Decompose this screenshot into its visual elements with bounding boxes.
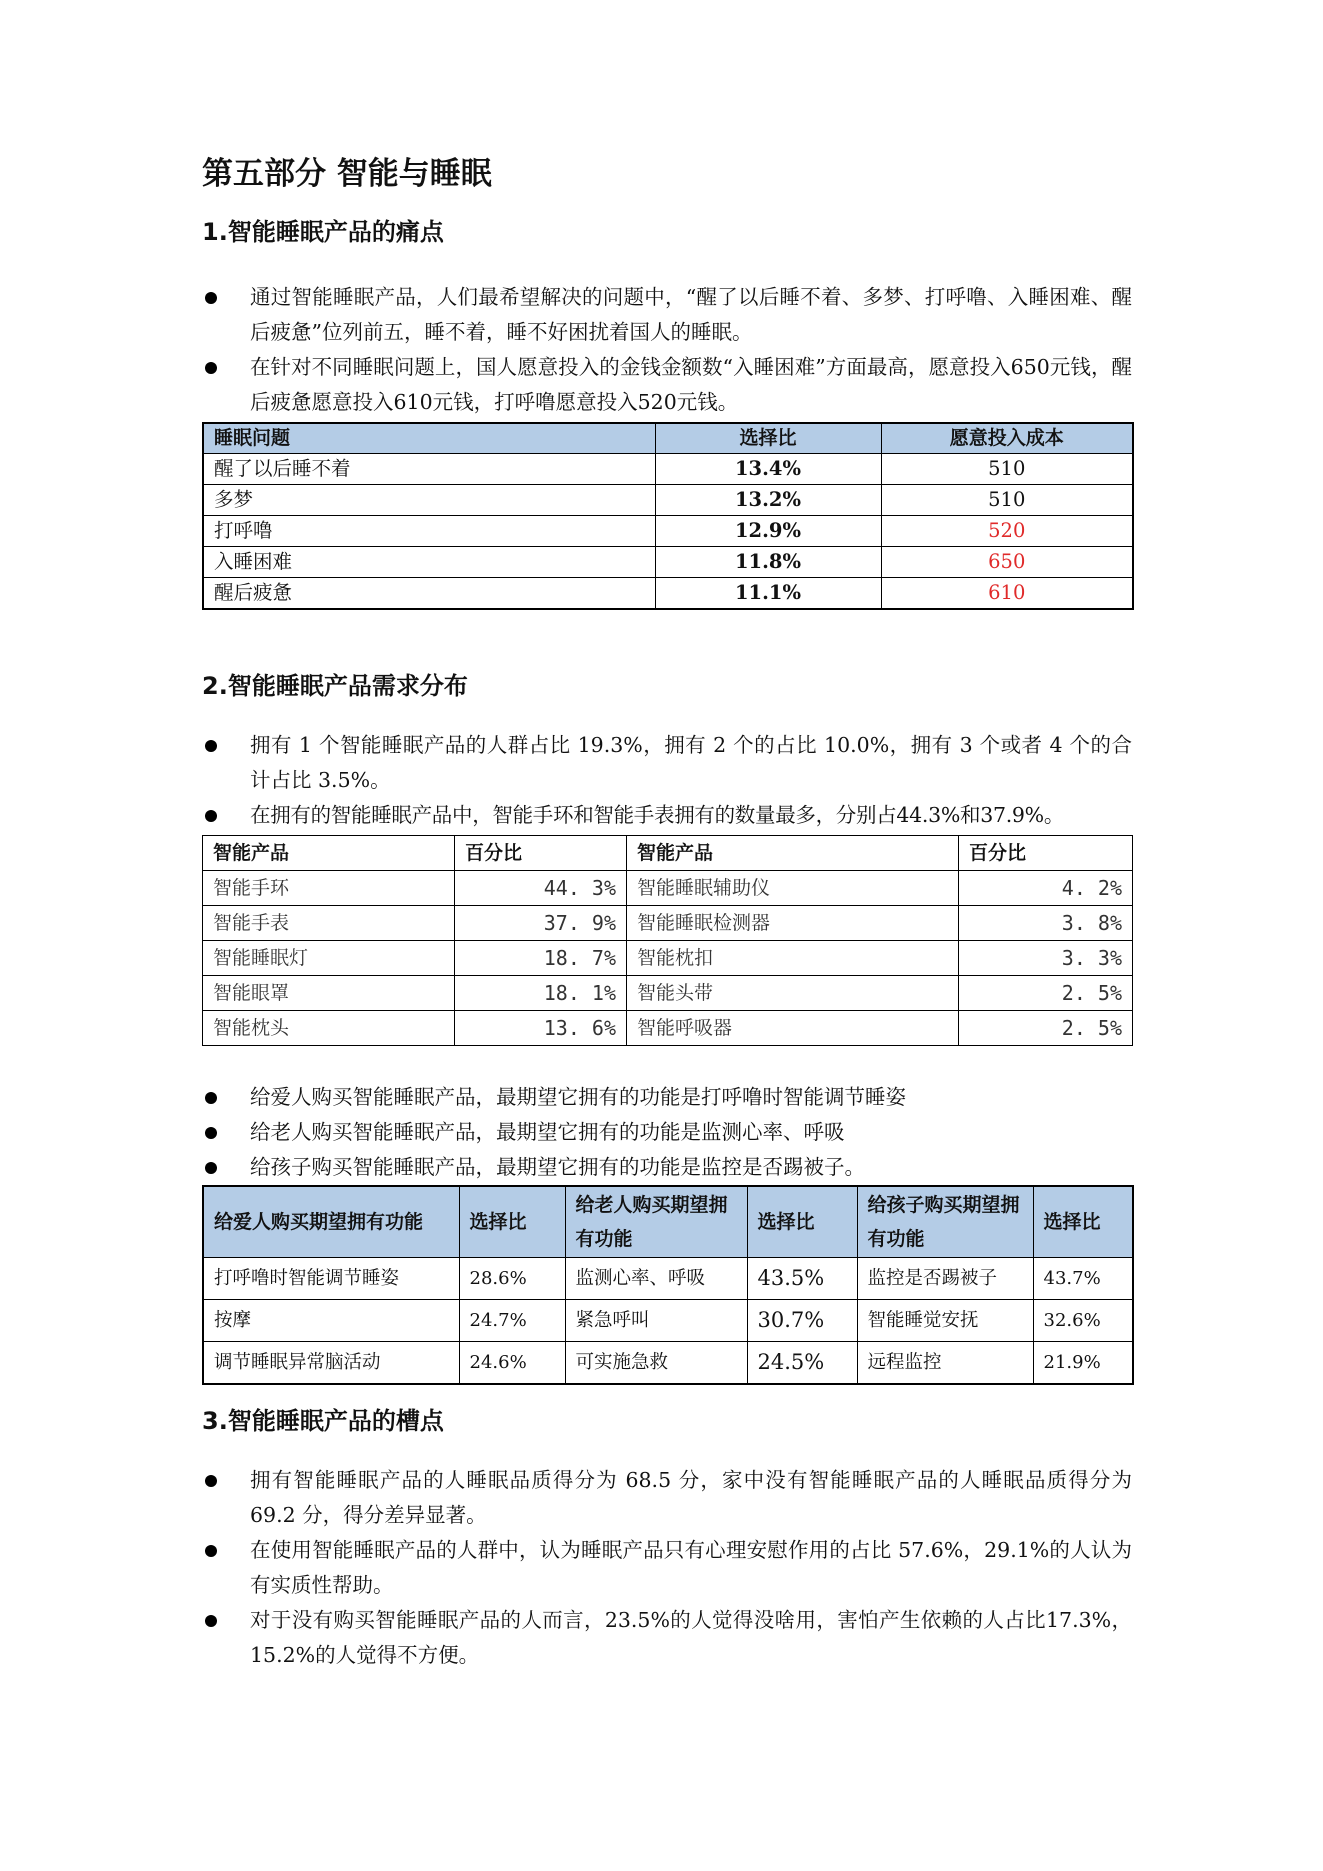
product-name-cell: 智能睡眠检测器	[627, 906, 959, 941]
selection-ratio-cell: 30.7%	[747, 1300, 857, 1342]
sleep-problem-table	[202, 422, 1134, 610]
table-row	[203, 1300, 1133, 1342]
investment-cost-cell: 510	[881, 454, 1133, 485]
sleep-problem-cell: 入睡困难	[203, 547, 655, 578]
selection-ratio-cell: 21.9%	[1033, 1342, 1133, 1385]
table-header-row	[203, 423, 1133, 454]
smart-product-table	[202, 835, 1133, 1046]
percentage-cell: 18. 7%	[455, 941, 627, 976]
table-header-row	[203, 836, 1133, 871]
product-name-cell: 智能枕头	[203, 1011, 455, 1046]
table-row	[203, 941, 1133, 976]
list-item: 在拥有的智能睡眠产品中，智能手环和智能手表拥有的数量最多，分别占44.3%和37.9%。	[202, 798, 1132, 833]
sleep-problem-cell: 打呼噜	[203, 516, 655, 547]
column-header: 选择比	[1033, 1186, 1133, 1258]
table-row	[203, 547, 1133, 578]
percentage-cell: 2. 5%	[959, 1011, 1133, 1046]
product-name-cell: 智能枕扣	[627, 941, 959, 976]
selection-ratio-cell: 13.4%	[655, 454, 881, 485]
function-name-cell: 监测心率、呼吸	[565, 1258, 747, 1300]
investment-cost-cell: 520	[881, 516, 1133, 547]
column-header: 愿意投入成本	[881, 423, 1133, 454]
table-header-row	[203, 1186, 1133, 1258]
selection-ratio-cell: 32.6%	[1033, 1300, 1133, 1342]
column-header: 百分比	[455, 836, 627, 871]
table-row	[203, 906, 1133, 941]
section3-heading: 3.智能睡眠产品的槽点	[202, 1407, 444, 1435]
table-row	[203, 454, 1133, 485]
selection-ratio-cell: 12.9%	[655, 516, 881, 547]
table-row	[203, 871, 1133, 906]
percentage-cell: 4. 2%	[959, 871, 1133, 906]
table-row	[203, 516, 1133, 547]
percentage-cell: 18. 1%	[455, 976, 627, 1011]
percentage-cell: 13. 6%	[455, 1011, 627, 1046]
column-header: 选择比	[459, 1186, 565, 1258]
selection-ratio-cell: 11.8%	[655, 547, 881, 578]
selection-ratio-cell: 24.7%	[459, 1300, 565, 1342]
function-name-cell: 紧急呼叫	[565, 1300, 747, 1342]
table-row	[203, 578, 1133, 610]
percentage-cell: 3. 8%	[959, 906, 1133, 941]
percentage-cell: 3. 3%	[959, 941, 1133, 976]
table-row	[203, 1011, 1133, 1046]
list-item: 在使用智能睡眠产品的人群中，认为睡眠产品只有心理安慰作用的占比 57.6%，29.1%的人认为有实质性帮助。	[202, 1533, 1132, 1603]
list-item: 拥有智能睡眠产品的人睡眠品质得分为 68.5 分，家中没有智能睡眠产品的人睡眠品质得分为 69.2 分，得分差异显著。	[202, 1463, 1132, 1533]
function-name-cell: 监控是否踢被子	[857, 1258, 1033, 1300]
table-row	[203, 1342, 1133, 1385]
percentage-cell: 37. 9%	[455, 906, 627, 941]
section3-bullet-list	[202, 1463, 1132, 1673]
list-item: 在针对不同睡眠问题上，国人愿意投入的金钱金额数“入睡困难”方面最高，愿意投入650元钱，醒后疲惫愿意投入610元钱，打呼噜愿意投入520元钱。	[202, 350, 1132, 420]
column-header: 百分比	[959, 836, 1133, 871]
section1-bullet-list	[202, 280, 1132, 420]
section2-bullet-list	[202, 728, 1132, 833]
expected-function-table	[202, 1185, 1134, 1385]
selection-ratio-cell: 43.7%	[1033, 1258, 1133, 1300]
product-name-cell: 智能呼吸器	[627, 1011, 959, 1046]
list-item: 给孩子购买智能睡眠产品，最期望它拥有的功能是监控是否踢被子。	[202, 1150, 1132, 1185]
product-name-cell: 智能头带	[627, 976, 959, 1011]
product-name-cell: 智能睡眠灯	[203, 941, 455, 976]
list-item: 给爱人购买智能睡眠产品，最期望它拥有的功能是打呼噜时智能调节睡姿	[202, 1080, 1132, 1115]
column-header: 给老人购买期望拥有功能	[565, 1186, 747, 1258]
product-name-cell: 智能手表	[203, 906, 455, 941]
list-item: 拥有 1 个智能睡眠产品的人群占比 19.3%，拥有 2 个的占比 10.0%，拥有 3 个或者 4 个的合计占比 3.5%。	[202, 728, 1132, 798]
investment-cost-cell: 510	[881, 485, 1133, 516]
column-header: 智能产品	[203, 836, 455, 871]
percentage-cell: 2. 5%	[959, 976, 1133, 1011]
list-item: 给老人购买智能睡眠产品，最期望它拥有的功能是监测心率、呼吸	[202, 1115, 1132, 1150]
table-row	[203, 976, 1133, 1011]
column-header: 给孩子购买期望拥有功能	[857, 1186, 1033, 1258]
section2-heading: 2.智能睡眠产品需求分布	[202, 672, 468, 700]
list-item: 对于没有购买智能睡眠产品的人而言，23.5%的人觉得没啥用，害怕产生依赖的人占比17.3%，15.2%的人觉得不方便。	[202, 1603, 1132, 1673]
function-name-cell: 智能睡觉安抚	[857, 1300, 1033, 1342]
section1-heading: 1.智能睡眠产品的痛点	[202, 218, 444, 246]
column-header: 给爱人购买期望拥有功能	[203, 1186, 459, 1258]
selection-ratio-cell: 24.5%	[747, 1342, 857, 1385]
function-name-cell: 打呼噜时智能调节睡姿	[203, 1258, 459, 1300]
sleep-problem-cell: 多梦	[203, 485, 655, 516]
function-name-cell: 按摩	[203, 1300, 459, 1342]
sleep-problem-cell: 醒后疲惫	[203, 578, 655, 610]
percentage-cell: 44. 3%	[455, 871, 627, 906]
product-name-cell: 智能眼罩	[203, 976, 455, 1011]
selection-ratio-cell: 11.1%	[655, 578, 881, 610]
column-header: 选择比	[655, 423, 881, 454]
table-row	[203, 1258, 1133, 1300]
table-row	[203, 485, 1133, 516]
section2-bullet-list-2	[202, 1080, 1132, 1185]
product-name-cell: 智能睡眠辅助仪	[627, 871, 959, 906]
document-content	[202, 150, 1132, 1673]
list-item: 通过智能睡眠产品，人们最希望解决的问题中，“醒了以后睡不着、多梦、打呼噜、入睡困难、醒后疲惫”位列前五，睡不着，睡不好困扰着国人的睡眠。	[202, 280, 1132, 350]
selection-ratio-cell: 13.2%	[655, 485, 881, 516]
function-name-cell: 远程监控	[857, 1342, 1033, 1385]
page-title: 第五部分 智能与睡眠	[202, 156, 492, 192]
function-name-cell: 调节睡眠异常脑活动	[203, 1342, 459, 1385]
column-header: 选择比	[747, 1186, 857, 1258]
product-name-cell: 智能手环	[203, 871, 455, 906]
selection-ratio-cell: 43.5%	[747, 1258, 857, 1300]
investment-cost-cell: 610	[881, 578, 1133, 610]
investment-cost-cell: 650	[881, 547, 1133, 578]
column-header: 智能产品	[627, 836, 959, 871]
sleep-problem-cell: 醒了以后睡不着	[203, 454, 655, 485]
function-name-cell: 可实施急救	[565, 1342, 747, 1385]
column-header: 睡眠问题	[203, 423, 655, 454]
selection-ratio-cell: 24.6%	[459, 1342, 565, 1385]
selection-ratio-cell: 28.6%	[459, 1258, 565, 1300]
